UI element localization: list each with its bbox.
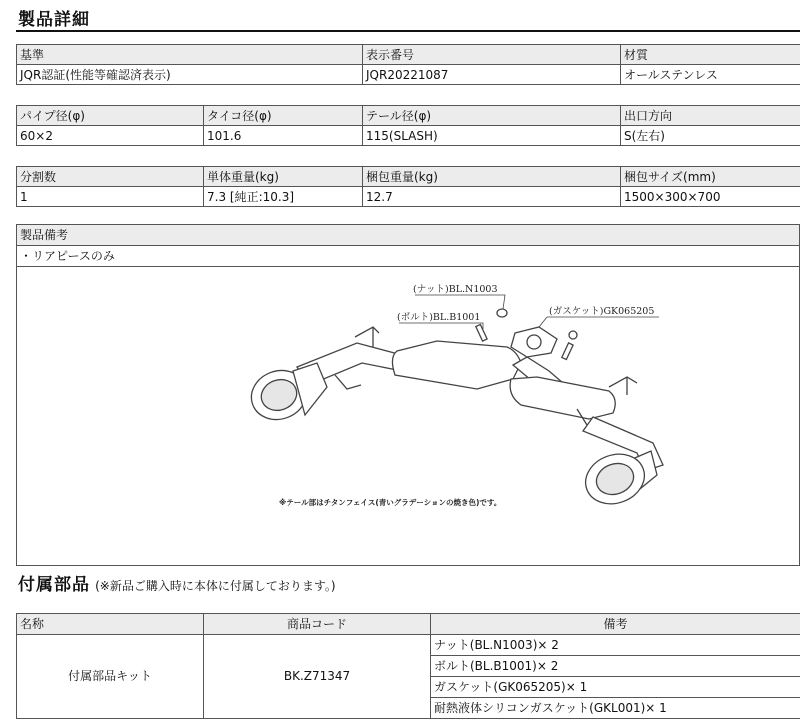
kit-item: 耐熱液体シリコンガスケット(GKL001)× 1: [431, 698, 800, 719]
page-title: 製品詳細: [18, 10, 90, 30]
nut-part-right: [569, 331, 577, 339]
spec-value-row: [17, 65, 800, 85]
bolt-part-right: [562, 343, 573, 360]
spec-header-row: [17, 167, 800, 187]
nut-part: [497, 309, 507, 317]
gasket-label: (ガスケット)GK065205: [549, 306, 655, 317]
header-exit-direction: 出口方向: [621, 106, 800, 126]
gasket-leader: [539, 317, 659, 327]
kit-item: ナット(BL.N1003)× 2: [431, 635, 800, 656]
bolt-label: (ボルト)BL.B1001: [397, 312, 481, 323]
left-hanger-2: [335, 375, 361, 389]
header-pipe-diameter: パイプ径(φ): [17, 106, 204, 126]
accessories-heading: [18, 570, 336, 595]
accessories-title: 付属部品: [18, 575, 90, 595]
nut-label: (ナット)BL.N1003: [413, 284, 498, 295]
right-muffler: [510, 377, 615, 419]
header-name: 名称: [17, 614, 204, 635]
header-remarks: 備考: [431, 614, 800, 635]
kit-code: BK.Z71347: [204, 635, 431, 719]
spec-value-row: [17, 187, 800, 207]
accessories-table: [16, 613, 800, 719]
accessories-subtitle: (※新品ご購入時に本体に付属しております。): [95, 579, 336, 593]
notes-body: ・リアピースのみ: [17, 246, 799, 267]
value-tail-diameter: 115(SLASH): [363, 126, 621, 146]
value-material: オールステンレス: [621, 65, 800, 85]
accessories-header-row: [17, 614, 800, 635]
value-package-size: 1500×300×700: [621, 187, 800, 207]
spec-value-row: [17, 126, 800, 146]
value-pieces: 1: [17, 187, 204, 207]
header-product-code: 商品コード: [204, 614, 431, 635]
bolt-leader: [399, 323, 483, 329]
spec-table-standard: [16, 44, 800, 85]
header-unit-weight: 単体重量(kg): [204, 167, 363, 187]
kit-item: ボルト(BL.B1001)× 2: [431, 656, 800, 677]
kit-item: ガスケット(GK065205)× 1: [431, 677, 800, 698]
main-muffler: [392, 341, 521, 389]
notes-header: 製品備考: [17, 225, 799, 246]
nut-leader: [415, 295, 505, 309]
header-pieces: 分割数: [17, 167, 204, 187]
diagram-caption: ※テール部はチタンフェイス(青いグラデーションの焼き色)です。: [279, 498, 502, 507]
spec-table-dimensions: [16, 105, 800, 146]
value-unit-weight: 7.3 [純正:10.3]: [204, 187, 363, 207]
kit-name: 付属部品キット: [17, 635, 204, 719]
title-divider: [16, 30, 800, 32]
header-display-number: 表示番号: [363, 45, 621, 65]
header-standard: 基準: [17, 45, 363, 65]
value-pipe-diameter: 60×2: [17, 126, 204, 146]
header-package-weight: 梱包重量(kg): [363, 167, 621, 187]
gasket-hole: [527, 335, 541, 349]
exhaust-diagram: [17, 267, 799, 565]
right-hanger: [609, 377, 637, 395]
value-package-weight: 12.7: [363, 187, 621, 207]
spec-table-weights: [16, 166, 800, 207]
header-material: 材質: [621, 45, 800, 65]
header-muffler-diameter: タイコ径(φ): [204, 106, 363, 126]
bolt-part: [476, 324, 487, 341]
value-exit-direction: S(左右): [621, 126, 800, 146]
table-row: [17, 635, 800, 656]
product-notes-section: [16, 224, 800, 566]
spec-header-row: [17, 106, 800, 126]
header-tail-diameter: テール径(φ): [363, 106, 621, 126]
spec-header-row: [17, 45, 800, 65]
value-display-number: JQR20221087: [363, 65, 621, 85]
value-muffler-diameter: 101.6: [204, 126, 363, 146]
value-standard: JQR認証(性能等確認済表示): [17, 65, 363, 85]
header-package-size: 梱包サイズ(mm): [621, 167, 800, 187]
